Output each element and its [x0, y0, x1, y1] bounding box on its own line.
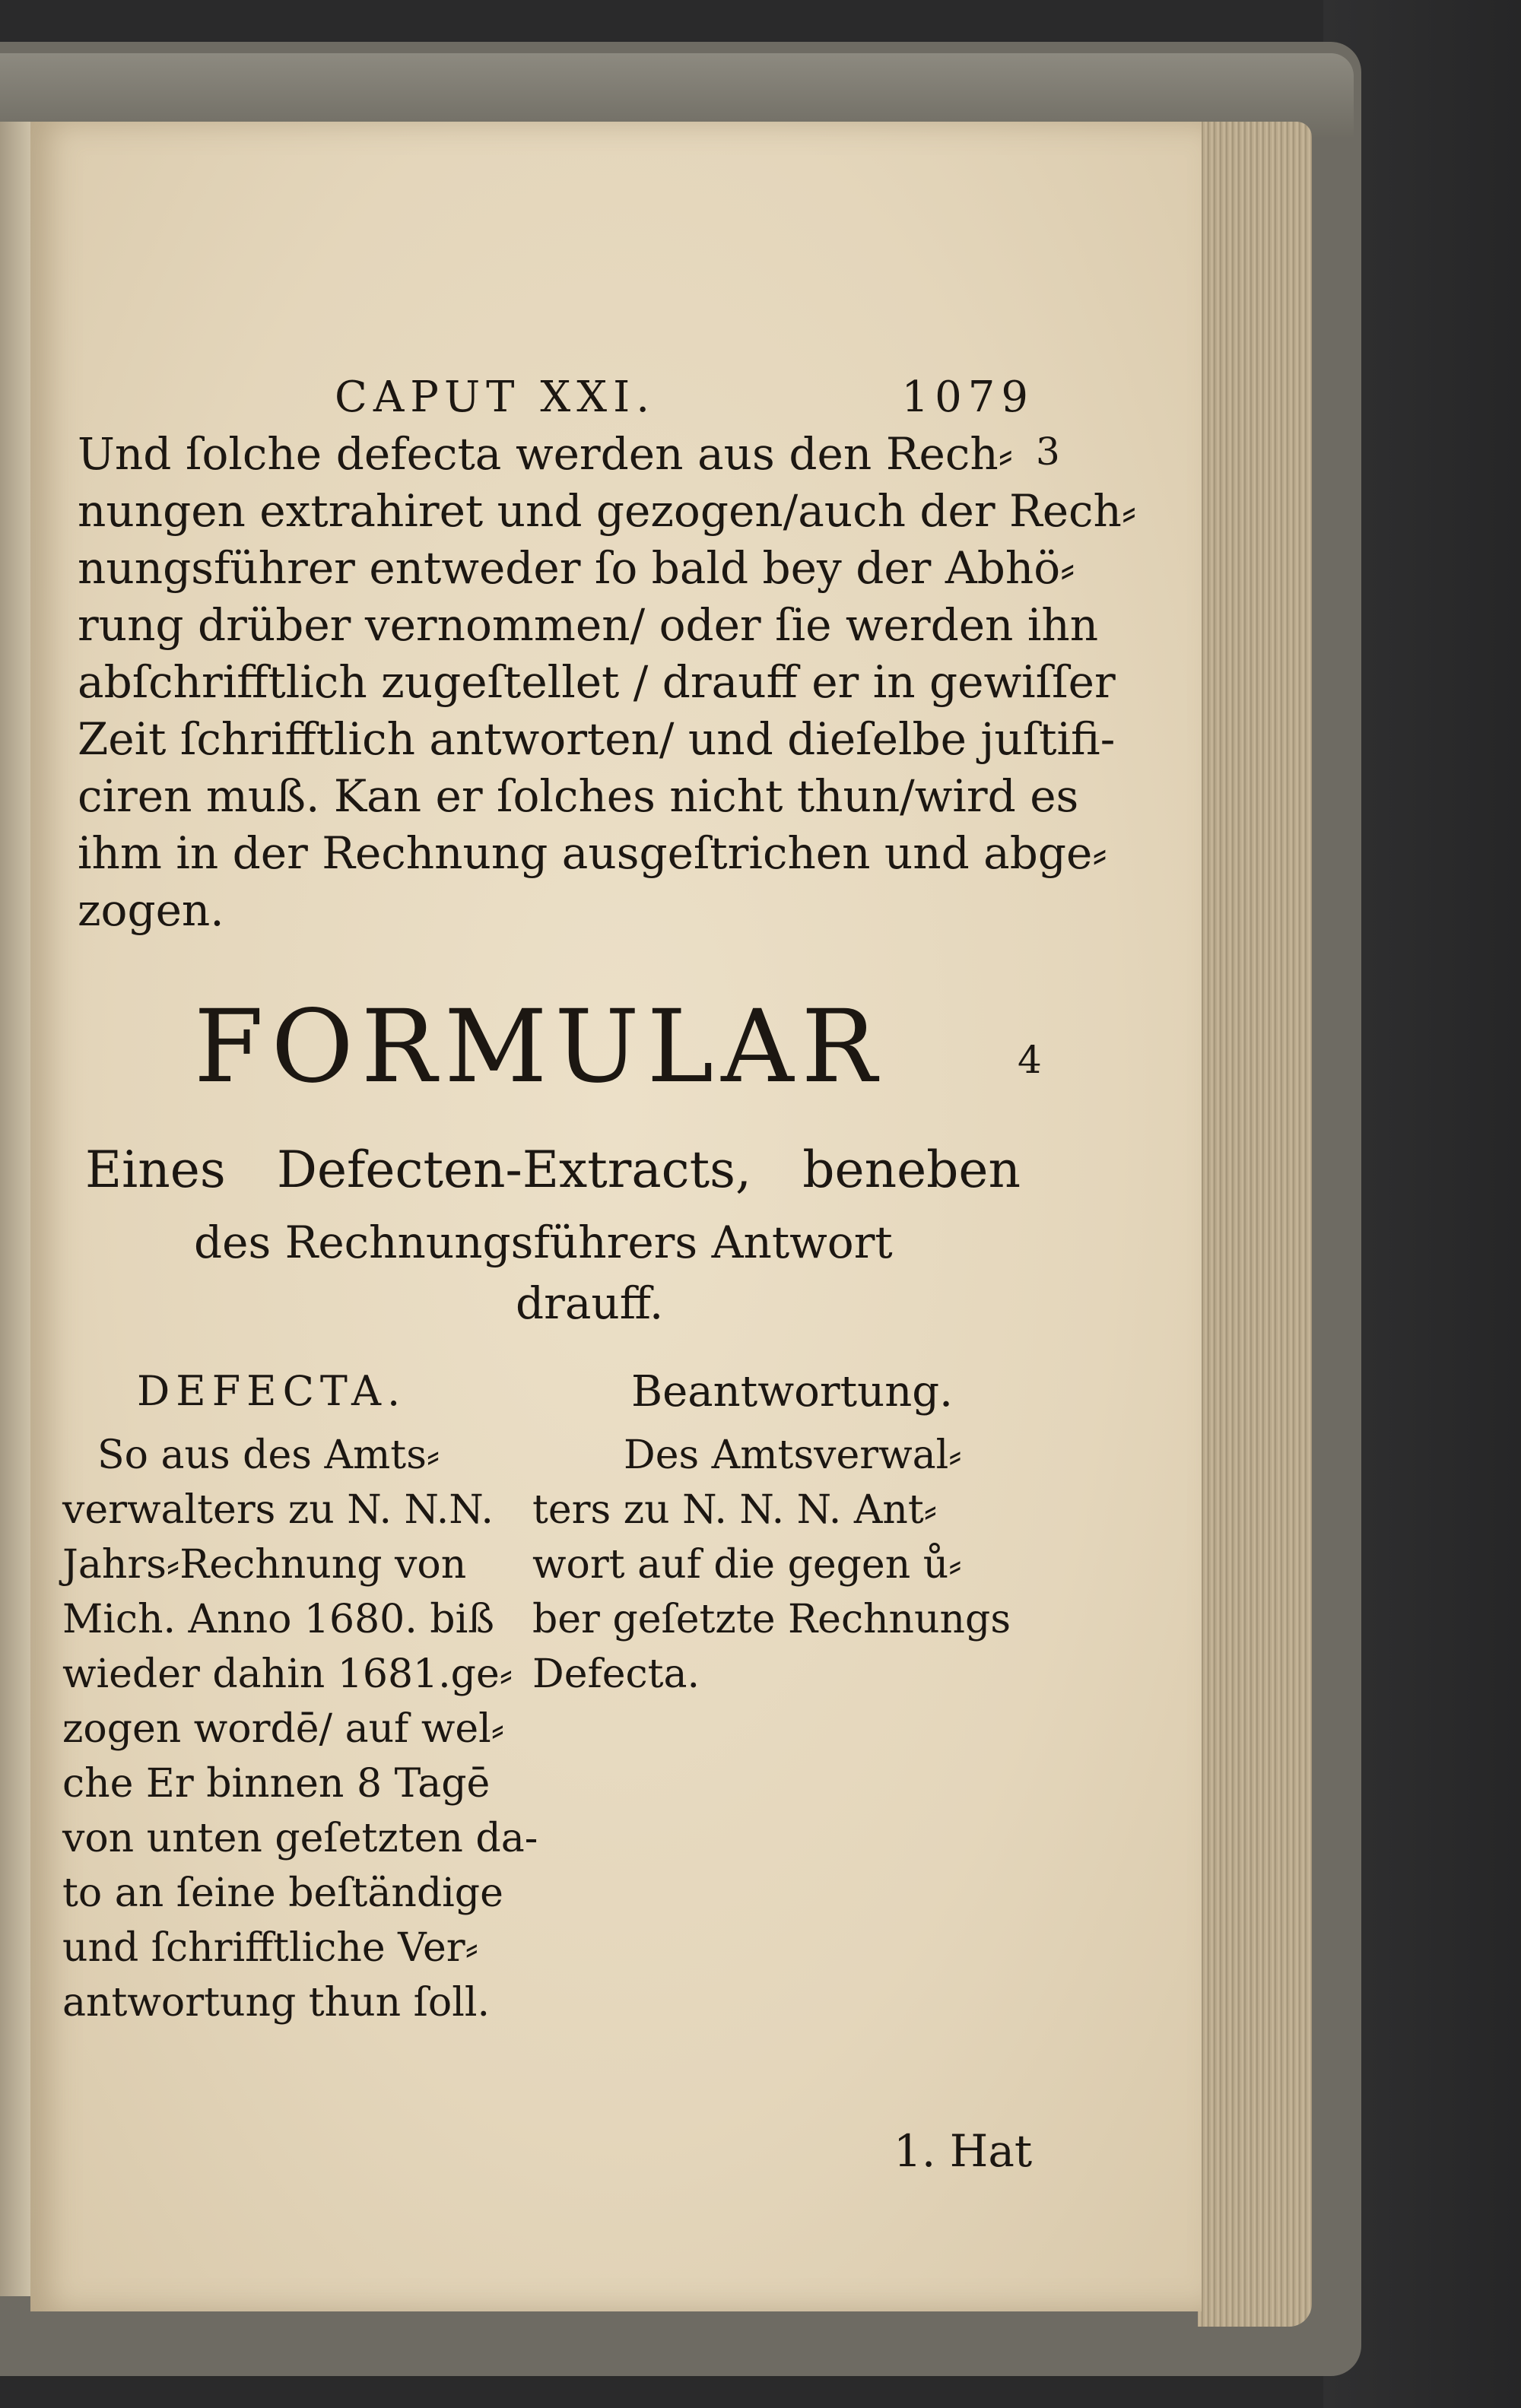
right-column-line: Defecta.	[532, 1651, 700, 1697]
paragraph-line: abſchrifftlich zugeſtellet / drauff er in gewiſſer	[78, 656, 1116, 708]
formular-subtitle-line: des Rechnungsführers Antwort	[194, 1217, 893, 1268]
paragraph-line: ciren muß. Kan er ſolches nicht thun/wird es	[78, 770, 1079, 822]
facing-page-edge	[0, 122, 32, 2296]
left-column-line: und ſchrifftliche Ver⸗	[62, 1925, 478, 1971]
right-column-heading: Beantwortung.	[631, 1367, 953, 1417]
left-column-line: von unten geſetzten da-	[62, 1816, 538, 1861]
left-column-line: zogen wordē/ auf wel⸗	[62, 1706, 505, 1752]
left-column-line: che Er binnen 8 Tagē	[62, 1761, 491, 1807]
left-column-line: to an ſeine beſtändige	[62, 1870, 503, 1916]
formular-subtitle-line: Eines Defecten-Extracts, beneben	[85, 1141, 1021, 1199]
page-number: 1079	[901, 373, 1034, 422]
right-column-line: Des Amtsverwal⸗	[624, 1432, 962, 1478]
book-page	[30, 122, 1202, 2311]
right-column-line: ters zu N. N. N. Ant⸗	[532, 1487, 938, 1533]
paragraph-line: nungen extrahiret und gezogen/auch der Rech⸗	[78, 485, 1137, 537]
running-header	[335, 373, 1034, 426]
margin-number: 3	[1036, 430, 1060, 474]
right-column-line: ber geſetzte Rechnungs	[532, 1597, 1011, 1642]
left-column-line: Mich. Anno 1680. biß	[62, 1597, 494, 1642]
paragraph-line: zogen.	[78, 884, 224, 936]
left-column-line: Jahrs⸗Rechnung von	[62, 1542, 467, 1588]
left-column-line: So aus des Amts⸗	[97, 1432, 440, 1478]
paragraph-line: ihm in der Rechnung ausgeſtrichen und abge⸗	[78, 827, 1107, 879]
paragraph-line: Und ſolche defecta werden aus den Rech⸗	[78, 428, 1013, 480]
catchword: 1. Hat	[894, 2125, 1033, 2177]
left-column-line: verwalters zu N. N.N.	[62, 1487, 494, 1533]
left-column-line: wieder dahin 1681.ge⸗	[62, 1651, 513, 1697]
paragraph-line: Zeit ſchrifftlich antworten/ und dieſelbe juſtifi-	[78, 713, 1116, 765]
left-column-heading: DEFECTA.	[137, 1367, 407, 1415]
left-column-line: antwortung thun ſoll.	[62, 1980, 490, 2026]
paragraph-line: rung drüber vernommen/ oder ſie werden ihn	[78, 599, 1099, 651]
right-column-line: wort auf die gegen ů⸗	[532, 1542, 962, 1588]
paragraph-line: nungsführer entweder ſo bald bey der Abhö⸗	[78, 542, 1075, 594]
page-edges	[1198, 122, 1312, 2327]
header-title: CAPUT XXI.	[335, 373, 656, 422]
formular-heading: FORMULAR	[194, 988, 884, 1106]
formular-subtitle-line: drauff.	[516, 1277, 664, 1329]
margin-number: 4	[1018, 1038, 1042, 1082]
